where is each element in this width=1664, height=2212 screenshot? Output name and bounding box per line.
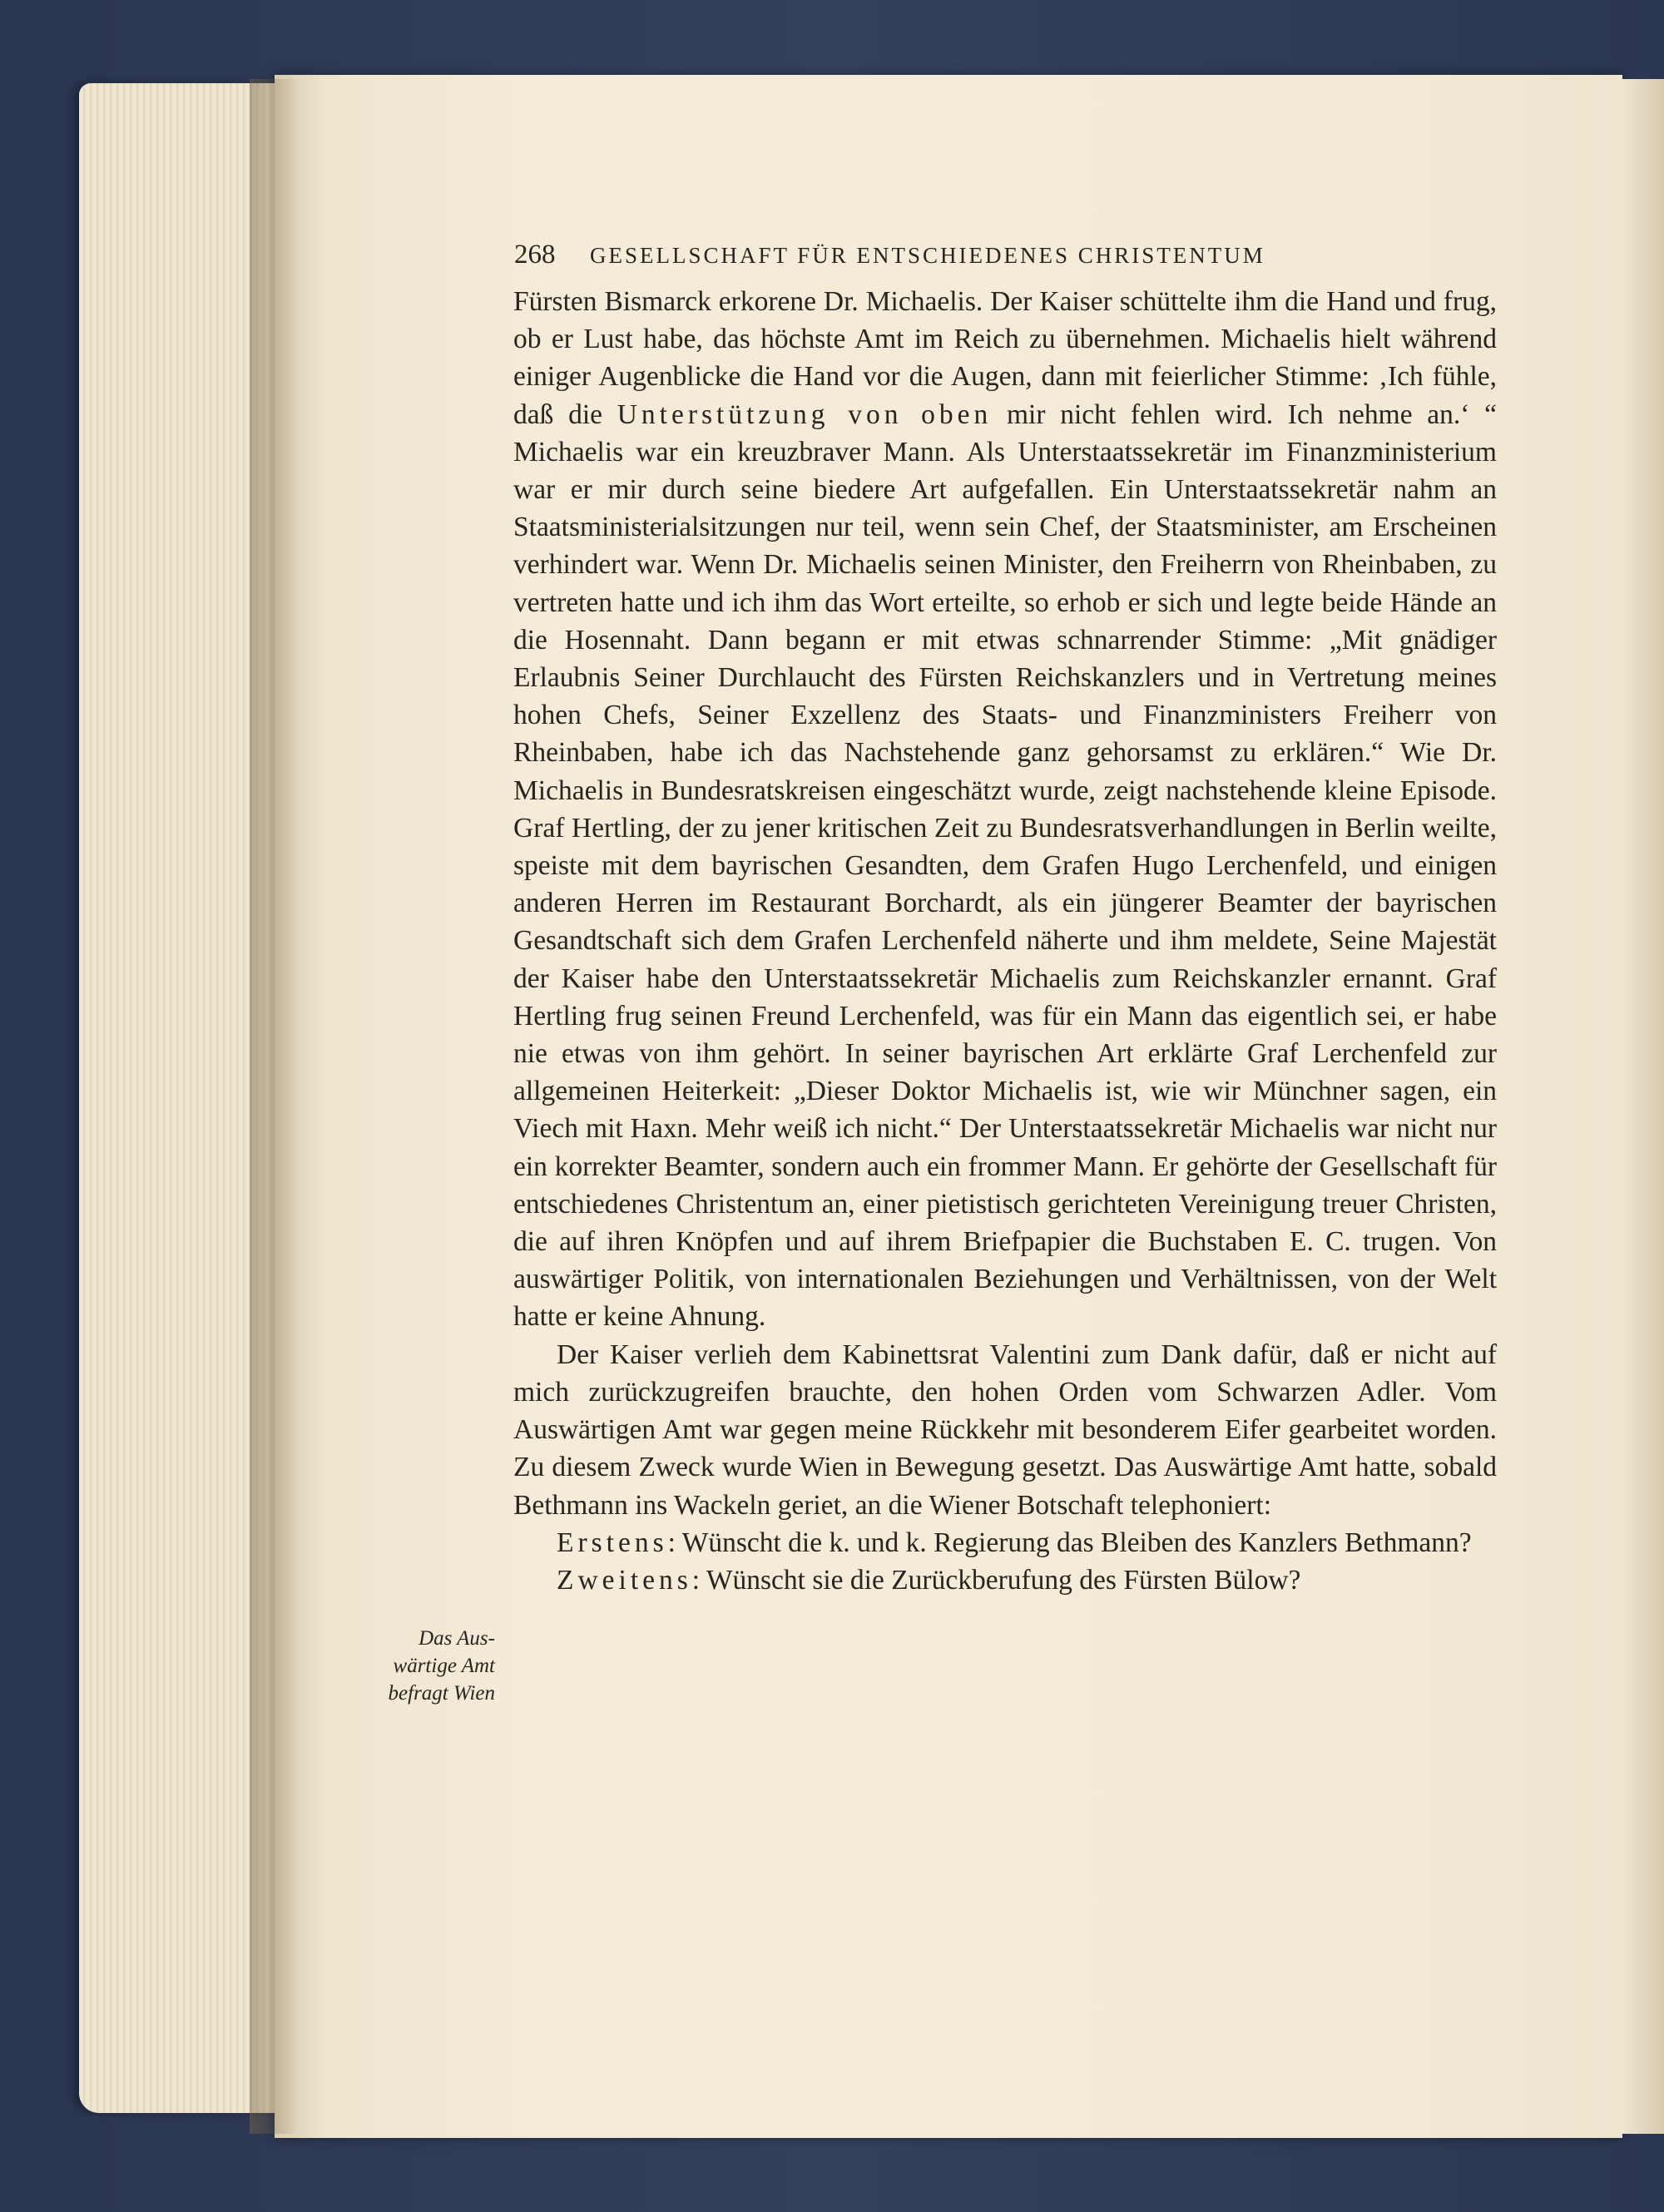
paragraph-4-label: Zweitens [557, 1564, 692, 1596]
marginal-note-line: wärtige Amt [393, 1655, 495, 1677]
paragraph-3 [513, 1524, 1497, 1561]
paragraph-1 [513, 283, 1497, 1336]
paragraph-1-text-b: mir nicht fehlen wird. Ich nehme an.‘ “ Michaelis war ein kreuzbraver Mann. Als Unterstaatssekretär im Finanzministerium war er mir durch seine biedere Art aufgefallen. Ein Unterstaatssekretär nahm an Staatsministerialsitzungen nur teil, wenn sein Chef, der Staatsminister, am Erscheinen verhindert war. Wenn Dr. Michaelis seinen Minister, den Freiherrn von Rheinbaben, zu vertreten hatte und ich ihm das Wort erteilte, so erhob er sich und legte beide Hände an die Hosennaht. Dann begann er mit etwas schnarrender Stimme: „Mit gnädiger Erlaubnis Seiner Durchlaucht des Fürsten Reichskanzlers und in Vertretung meines hohen Chefs, Seiner Exzellenz des Staats- und Finanzministers Freiherr von Rheinbaben, habe ich das Nachstehende ganz gehorsamst zu erklären.“ Wie Dr. Michaelis in Bundesratskreisen eingeschätzt wurde, zeigt nachstehende kleine Episode. Graf Hertling, der zu jener kritischen Zeit zu Bundesratsverhandlungen in Berlin weilte, speiste mit dem bayrischen Gesandten, dem Grafen Hugo Lerchenfeld, und einigen anderen Herren im Restaurant Borchardt, als ein jüngerer Beamter der bayrischen Gesandtschaft sich dem Grafen Lerchenfeld näherte und ihm meldete, Seine Majestät der Kaiser habe den Unterstaatssekretär Michaelis zum Reichskanzler ernannt. Graf Hertling frug seinen Freund Lerchenfeld, was für ein Mann das eigentlich sei, er habe nie etwas von ihm gehört. In seiner bayrischen Art erklärte Graf Lerchenfeld zur allgemeinen Heiterkeit: „Dieser Doktor Michaelis ist, wie wir Münchner sagen, ein Viech mit Haxn. Mehr weiß ich nicht.“ Der Unterstaatssekretär Michaelis war nicht nur ein korrekter Beamter, sondern auch ein frommer Mann. Er gehörte der Gesellschaft für entschiedenes Christentum an, einer pietistisch gerichteten Vereinigung treuer Christen, die auf ihren Knöpfen und auf ihrem Briefpapier die Buchstaben E. C. trugen. Von auswärtiger Politik, von internationalen Beziehungen und Verhältnissen, von der Welt hatte er keine Ahnung. [513, 398, 1498, 1333]
page-right-edge [1622, 79, 1664, 2134]
paragraph-4 [513, 1561, 1497, 1599]
paragraph-3-label: Erstens [557, 1527, 668, 1558]
marginal-note-line: befragt Wien [388, 1682, 495, 1705]
running-header [514, 240, 1388, 270]
page-number: 268 [514, 240, 556, 270]
body-text [513, 283, 1497, 1599]
spaced-emphasis: Unterstützung von oben [617, 398, 993, 430]
page-gutter [250, 79, 300, 2134]
marginal-note [349, 1625, 495, 1707]
paragraph-4-text: : Wünscht sie die Zurückberufung des Fürsten Bülow? [691, 1564, 1301, 1596]
paragraph-3-text: : Wünscht die k. und k. Regierung das Bleiben des Kanzlers Bethmann? [667, 1527, 1472, 1558]
paragraph-1-text-a: Fürsten Bismarck erkorene Dr. Michaelis. Der Kaiser schüttelte ihm die Hand und frug, ob er Lust habe, das höchste Amt im Reich zu übernehmen. Michaelis hielt während einiger Augenblicke die Hand vor die Augen, dann mit feierlicher Stimme: ‚Ich fühle, daß die [513, 286, 1497, 430]
running-title: GESELLSCHAFT FÜR ENTSCHIEDENES CHRISTENTUM [590, 243, 1265, 268]
paragraph-2: Der Kaiser verlieh dem Kabinettsrat Valentini zum Dank dafür, daß er nicht auf mich zurückzugreifen brauchte, den hohen Orden vom Schwarzen Adler. Vom Auswärtigen Amt war gegen meine Rückkehr mit besonderem Eifer gearbeitet worden. Zu diesem Zweck wurde Wien in Bewegung gesetzt. Das Auswärtige Amt hatte, sobald Bethmann ins Wackeln geriet, an die Wiener Botschaft telephoniert: [513, 1339, 1497, 1521]
marginal-note-line: Das Aus- [418, 1627, 495, 1650]
